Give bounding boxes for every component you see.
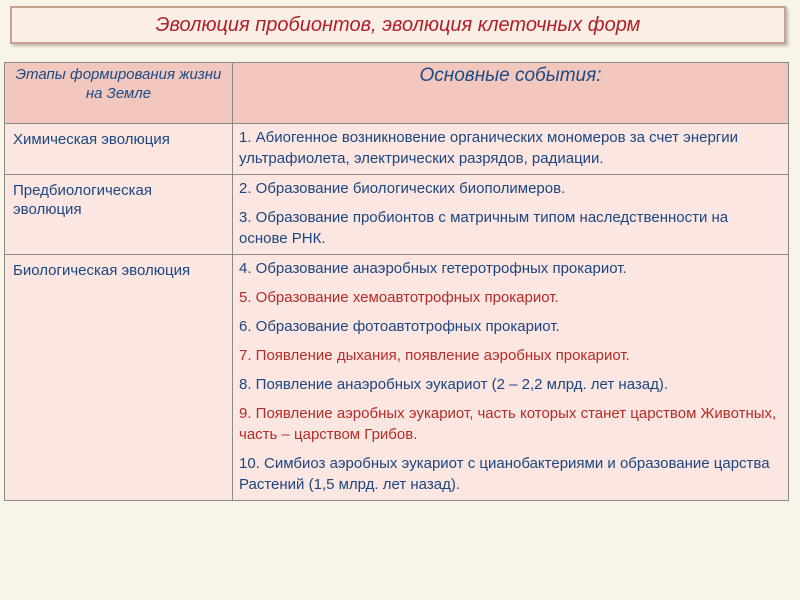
event-item: 1. Абиогенное возникновение органических мономеров за счет энергии ультрафиолета, электрических разрядов, радиации. [239,129,739,167]
event-item: 5. Образование хемоавтотрофных прокариот. [239,289,559,306]
event-item: 10. Симбиоз аэробных эукариот с цианобактериями и образование царства Растений (1,5 млрд. лет назад). [239,455,770,493]
events-cell [233,124,789,175]
events-cell [233,255,789,501]
stage-cell: Биологическая эволюция [5,255,233,501]
header-stages: Этапы формирования жизни на Земле [5,63,233,124]
event-item: 6. Образование фотоавтотрофных прокариот. [239,318,560,335]
event-item: 3. Образование пробионтов с матричным типом наследственности на основе РНК. [239,209,729,247]
event-item: 4. Образование анаэробных гетеротрофных прокариот. [239,260,627,277]
event-item: 7. Появление дыхания, появление аэробных прокариот. [239,347,630,364]
table-header-row [5,63,789,124]
evolution-table [4,62,789,501]
stage-cell: Химическая эволюция [5,124,233,175]
stage-cell: Предбиологическая эволюция [5,175,233,255]
events-cell [233,175,789,255]
event-item: 2. Образование биологических биополимеров. [239,180,566,197]
table-row [5,175,789,255]
title-box [10,6,786,44]
header-events: Основные события: [233,63,789,124]
slide-title: Эволюция пробионтов, эволюция клеточных форм [155,13,641,36]
event-item: 8. Появление анаэробных эукариот (2 – 2,2 млрд. лет назад). [239,376,669,393]
table-row [5,255,789,501]
event-item: 9. Появление аэробных эукариот, часть которых станет царством Животных, часть – царством Грибов. [239,405,777,443]
table-row [5,124,789,175]
